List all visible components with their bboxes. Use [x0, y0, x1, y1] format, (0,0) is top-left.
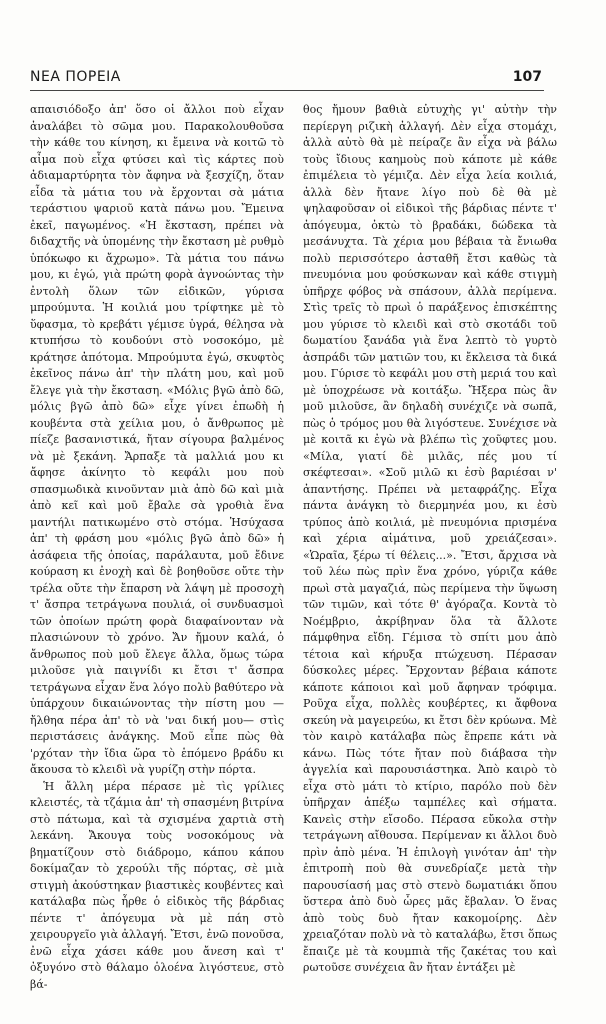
- page-number: 107: [512, 69, 542, 85]
- running-header: [30, 69, 542, 89]
- header-rule: [30, 90, 544, 91]
- paragraph: θος ἤμουν βαθιὰ εὐτυχὴς γι' αὐτὴν τὴν περίεργη ριζικὴ ἀλλαγή. Δὲν εἶχα στομάχι, ἀλλὰ αὐτὸ θὰ μὲ πείραζε ἂν εἶχα νὰ βάλω τοὺς ἴδιους καημοὺς ποὺ κάποτε μὲ κάθε ἐπιμέλεια τὸ γέμιζα. Δὲν εἶχα λεία κοιλιά, ἀλλὰ δὲν ἤτανε λίγο ποὺ δὲ θὰ μὲ ψηλαφοῦσαν οἱ εἰδικοὶ τῆς βάρδιας πέντε τ' ἀπόγευμα, ὀκτὼ τὸ βραδάκι, δώδεκα τὰ μεσάνυχτα. Τὰ χέρια μου βέβαια τὰ ἔνιωθα πολὺ περισσότερο ἀσταθῆ ἔτσι καθὼς τὰ πνευμόνια μου φούσκωναν καὶ κάθε στιγμὴ ὑπῆρχε φόβος νὰ σπάσουν, ἀλλὰ περίμενα. Στὶς τρεῖς τὸ πρωὶ ὁ παράξενος ἐπισκέπτης μου γύρισε τὸ κλειδὶ καὶ στὸ σκοτάδι τοῦ δωματίου ξανάδα γιὰ ἕνα λεπτὸ τὸ γυρτὸ ἀσπράδι τῶν ματιῶν του, κι ἔκλεισα τὰ δικά μου. Γύρισε τὸ κεφάλι μου στὴ μεριά του καὶ μὲ ὑποχρέωσε νὰ κοιτάξω. Ἤξερα πὼς ἂν μοῦ μιλοῦσε, ἂν δηλαδὴ συνέχιζε νὰ σωπᾶ, πὼς ὁ τρόμος μου θὰ λιγόστευε. Συνέχισε νὰ μὲ κοιτᾶ κι ἐγὼ νὰ βλέπω τὶς χοῦφτες μου. «Μίλα, γιατί δὲ μιλᾶς, πές μου τί σκέφτεσαι». «Σοῦ μιλῶ κι ἐσὺ βαριέσαι ν' ἀπαντήσης. Πρέπει νὰ μεταφράζης. Εἶχα πάντα ἀνάγκη τὸ διερμηνέα μου, κι ἐσὺ τρύπος ἀπὸ κοιλιά, μὲ πνευμόνια πρισμένα καὶ χέρια αἱμάτινα, μοῦ χρειάζεσαι». «Ὡραῖα, ξέρω τί θέλεις...». Ἔτσι, ἄρχισα νὰ τοῦ λέω πὼς πρὶν ἕνα χρόνο, γύριζα κάθε πρωὶ στὰ μαγαζιά, πὼς περίμενα τὴν ὕψωση τῶν τιμῶν, καὶ τότε θ' ἀγόραζα. Κοντὰ τὸ Νοέμβριο, ἀκρίβηναν ὅλα τὰ ἄλλοτε πάμφθηνα εἴδη. Γέμισα τὸ σπίτι μου ἀπὸ τέτοια καὶ κήρυξα πτώχευση. Πέρασαν δύσκολες μέρες. Ἔρχονταν βέβαια κάποτε κάποτε κάποιοι καὶ μοῦ ἄφηναν τρόφιμα. Ροῦχα εἶχα, πολλὲς κουβέρτες, κι ἄφθονα σκεύη νὰ μαγειρεύω, κι ἔτσι δὲν κρύωνα. Μὲ τὸν καιρὸ κατάλαβα πὼς ἔπρεπε κάτι νὰ κάνω. Πὼς τότε ἤταν ποὺ διάβασα τὴν ἀγγελία καὶ παρουσιάστηκα. Ἀπὸ καιρὸ τὸ εἶχα στὸ μάτι τὸ κτίριο, παρόλο ποὺ δὲν ὑπῆρχαν ἀπέξω ταμπέλες καὶ σήματα. Κανεὶς στὴν εἴσοδο. Πέρασα εὔκολα στὴν τετράγωνη αἴθουσα. Περίμεναν κι ἄλλοι δυὸ πρὶν ἀπὸ μένα. Ἡ ἐπιλογὴ γινόταν ἀπ' τὴν ἐπιτροπὴ ποὺ θὰ συνεδρίαζε μετὰ τὴν παρουσίασή μας στὸ στενὸ δωματιάκι ὅπου ὕστερα ἀπὸ δυὸ ὧρες μᾶς ἔβαλαν. Ὁ ἕνας ἀπὸ τοὺς δυὸ ἤταν κακομοίρης. Δὲν χρειαζόταν πολὺ νὰ τὸ καταλάβω, ἔτσι ὅπως ἔπαιζε μὲ τὰ κουμπιὰ τῆς ζακέτας του καὶ ρωτοῦσε συνέχεια ἂν ἤταν ἐντάξει μὲ: [303, 103, 557, 974]
- right-column: [303, 102, 557, 977]
- paragraph: Ἡ ἄλλη μέρα πέρασε μὲ τὶς γρίλιες κλειστές, τὰ τζάμια ἀπ' τὴ σπασμένη βιτρίνα στὸ πάτωμα, καὶ τὰ σχισμένα χαρτιὰ στὴ λεκάνη. Ἄκουγα τοὺς νοσοκόμους νὰ βηματίζουν στὸ διάδρομο, κάπου κάπου δοκίμαζαν τὸ χερούλι τῆς πόρτας, σὲ μιὰ στιγμὴ ἀκούστηκαν βιαστικὲς κουβέντες καὶ κατάλαβα πὼς ἦρθε ὁ εἰδικὸς τῆς βάρδιας πέντε τ' ἀπόγευμα νὰ μὲ πάη στὸ χειρουργεῖο γιὰ ἀλλαγή. Ἔτσι, ἐνῶ πονοῦσα, ἐνῶ εἶχα χάσει κάθε μου ἄνεση καὶ τ' ὀξυγόνο στὸ θάλαμο ὁλοένα λιγόστευε, στὸ βά-: [30, 779, 284, 991]
- left-column: [30, 102, 284, 993]
- paragraph: απαισιόδοξο ἀπ' ὅσο οἱ ἄλλοι ποὺ εἶχαν ἀναλάβει τὸ σῶμα μου. Παρακολουθοῦσα τὴν κάθε του κίνηση, κι ἔμεινα νὰ κοιτῶ τὸ αἷμα ποὺ εἶχα φτύσει καὶ τὶς κάρτες ποὺ ἀδιαμαρτύρητα τὸν ἄφηνα νὰ ξεσχίζη, ὅταν εἶδα τὰ μάτια του νὰ ἔρχονται σὰ μάτια τεράστιου ψαριοῦ κατὰ πάνω μου. Ἔμεινα ἐκεῖ, παγωμένος. «Ἡ ἔκσταση, πρέπει νὰ διδαχτῆς νὰ ὑπομένης τὴν ἔκσταση μὲ ρυθμὸ ὑπόκωφο κι ἄχρωμο». Τὰ μάτια του πάνω μου, κι ἐγώ, γιὰ πρώτη φορὰ ἀγνοώντας τὴν ἐντολὴ ὅλων τῶν εἰδικῶν, γύρισα μπρούμυτα. Ἡ κοιλιά μου τρίφτηκε μὲ τὸ ὕφασμα, τὸ κρεβάτι γέμισε ὑγρά, θέλησα νὰ κτυπήσω τὸ κουδούνι στὸ νοσοκόμο, μὲ κράτησε ἀπότομα. Μπρούμυτα ἐγώ, σκυφτὸς ἐκεῖνος πάνω ἀπ' τὴν πλάτη μου, καὶ μοῦ ἔλεγε γιὰ τὴν ἔκσταση. «Μόλις βγῶ ἀπὸ δῶ, μόλις βγῶ ἀπὸ δῶ» εἶχε γίνει ἐπωδὴ ἡ κουβέντα στὰ χείλια μου, ὁ ἄνθρωπος μὲ πίεζε βασανιστικά, ἤταν σίγουρα βαλμένος νὰ μὲ ξεκάνη. Ἄρπαξε τὰ μαλλιά μου κι ἄφησε ἀκίνητο τὸ κεφάλι μου ποὺ σπασμωδικὰ κινοῦνταν μιὰ ἀπὸ δῶ καὶ μιὰ ἀπὸ κεῖ καὶ μοῦ ἔβαλε σὰ γροθιὰ ἕνα μαντήλι πατικωμένο στὸ στόμα. Ἡσύχασα ἀπ' τὴ φράση μου «μόλις βγῶ ἀπὸ δῶ» ἡ ἀσάφεια τῆς ὁποίας, παράλαυτα, μοῦ ἔδινε κούραση κι ἐνοχὴ καὶ δὲ βοηθοῦσε οὔτε τὴν τρέλα οὔτε τὴν ἔπαρση νὰ λάψη μὲ προσοχὴ τ' ἄσπρα τετράγωνα πουλιά, οἱ συνδυασμοὶ τῶν ὁποίων πρώτη φορὰ διαφαίνονταν νὰ πλασιώνουν τὸ χρόνο. Ἄν ἤμουν καλά, ὁ ἄνθρωπος ποὺ μοῦ ἔλεγε ἄλλα, ὅμως τώρα μιλοῦσε γιὰ παιγνίδι κι ἔτσι τ' ἄσπρα τετράγωνα εἶχαν ἕνα λόγο πολὺ βαθύτερο νὰ ὑπάρχουν δικαιώνοντας τὴν πίστη μου —ἤλθηα πέρα ἀπ' τὸ νὰ 'ναι δική μου— στὶς περιστάσεις ἀνάγκης. Μοῦ εἶπε πὼς θὰ 'ρχόταν τὴν ἴδια ὥρα τὸ ἑπόμενο βράδυ κι ἄκουσα τὸ κλειδὶ νὰ γυρίζη στὴν πόρτα.: [30, 103, 284, 776]
- journal-title: ΝΕΑ ΠΟΡΕΙΑ: [30, 69, 121, 85]
